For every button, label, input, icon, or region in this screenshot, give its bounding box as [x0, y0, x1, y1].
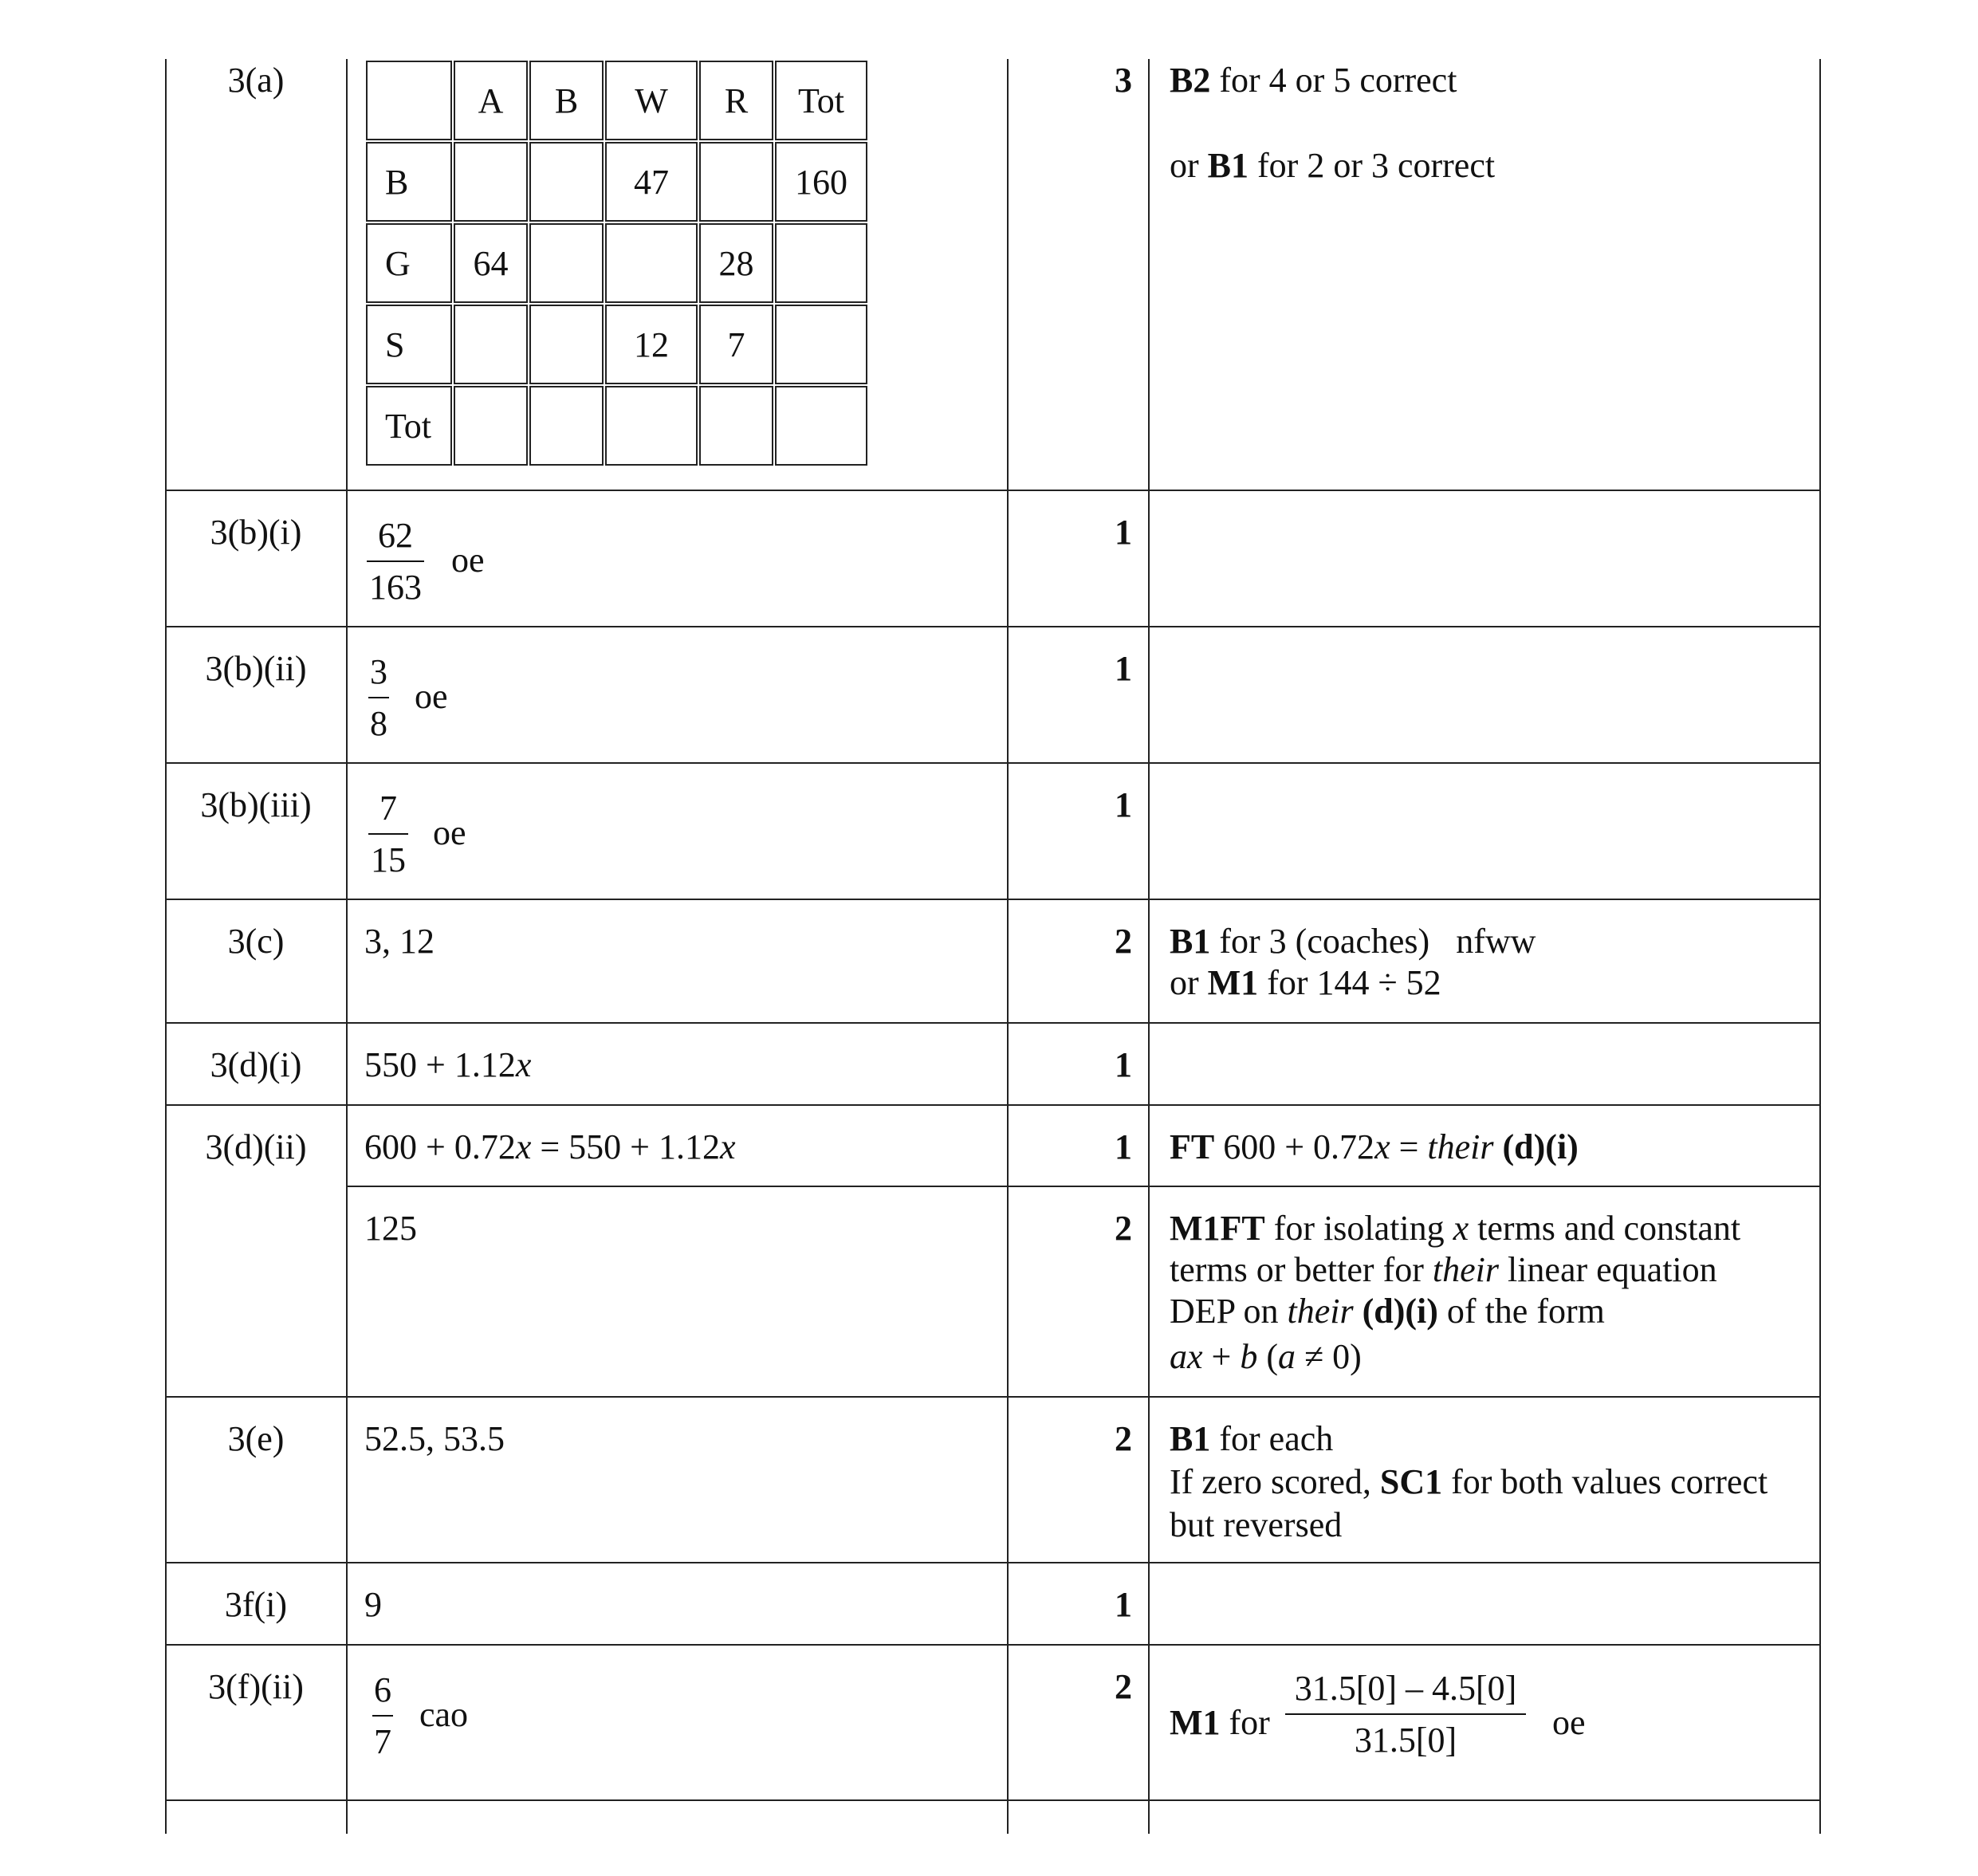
guidance-text: or B1 for 2 or 3 correct — [1170, 146, 1496, 185]
table-cell — [366, 61, 452, 140]
guidance-text: B1 for each — [1170, 1419, 1334, 1458]
mark-value: 1 — [1115, 1045, 1132, 1084]
two-way-table — [364, 59, 869, 467]
table-cell: 47 — [605, 142, 698, 222]
answer-text: 9 — [364, 1585, 382, 1624]
table-cell: A — [454, 61, 528, 140]
question-number: 3(c) — [227, 922, 285, 961]
guidance-text: If zero scored, SC1 for both values correct — [1170, 1462, 1768, 1501]
table-row — [366, 305, 867, 384]
mark-value: 2 — [1115, 1667, 1132, 1706]
fraction-answer: 62 163 — [367, 515, 424, 609]
answer-text: 550 + 1.12x — [364, 1045, 532, 1084]
mark-value: 1 — [1115, 513, 1132, 552]
answer-text: 125 — [364, 1209, 417, 1248]
table-cell: 7 — [699, 305, 773, 384]
question-number: 3(b)(i) — [210, 513, 302, 552]
fraction-guidance: 31.5[0] – 4.5[0] 31.5[0] — [1285, 1668, 1526, 1762]
answer-suffix: oe — [415, 677, 448, 716]
fraction-answer: 3 8 — [370, 652, 387, 743]
question-number: 3(d)(ii) — [205, 1127, 307, 1166]
table-cell — [699, 142, 773, 222]
rule-q-answer — [346, 59, 348, 1834]
rule-row — [165, 762, 1821, 764]
table-cell — [454, 142, 528, 222]
table-cell: R — [699, 61, 773, 140]
mark-value: 3 — [1115, 61, 1132, 100]
answer-text: 3, 12 — [364, 922, 435, 961]
table-row — [366, 223, 867, 303]
guidance-text: M1FT for isolating x terms and constant — [1170, 1209, 1741, 1248]
table-cell: Tot — [775, 61, 867, 140]
table-header-row — [366, 61, 867, 140]
guidance-text: FT 600 + 0.72x = their (d)(i) — [1170, 1127, 1579, 1166]
table-row — [366, 386, 867, 466]
answer-text: 52.5, 53.5 — [364, 1419, 505, 1458]
rule-row — [165, 1396, 1821, 1398]
question-number: 3(f)(ii) — [208, 1667, 304, 1706]
rule-mark-guidance — [1148, 59, 1150, 1834]
rule-row — [165, 626, 1821, 627]
rule-row-partial — [346, 1186, 1821, 1187]
table-cell: Tot — [366, 386, 452, 466]
question-number: 3(e) — [227, 1419, 285, 1458]
rule-right — [1819, 59, 1821, 1834]
fraction-answer: 6 7 — [374, 1670, 391, 1761]
table-cell: B — [529, 61, 604, 140]
rule-row — [165, 899, 1821, 900]
table-cell: G — [366, 223, 452, 303]
table-cell: 160 — [775, 142, 867, 222]
rule-row — [165, 1644, 1821, 1646]
table-cell — [529, 386, 604, 466]
guidance-text: B2 for 4 or 5 correct — [1170, 61, 1457, 100]
rule-row — [165, 1799, 1821, 1801]
table-cell: 12 — [605, 305, 698, 384]
rule-row — [165, 490, 1821, 491]
table-cell — [605, 386, 698, 466]
mark-value: 1 — [1115, 1585, 1132, 1624]
table-cell — [529, 305, 604, 384]
table-cell — [775, 305, 867, 384]
guidance-suffix: oe — [1552, 1703, 1586, 1742]
table-cell — [699, 386, 773, 466]
fraction-answer: 7 15 — [368, 788, 408, 882]
mark-value: 2 — [1115, 1209, 1132, 1248]
mark-value: 2 — [1115, 922, 1132, 961]
question-number: 3f(i) — [224, 1585, 288, 1624]
table-row — [366, 142, 867, 222]
question-number: 3(a) — [227, 61, 285, 100]
answer-text: 600 + 0.72x = 550 + 1.12x — [364, 1127, 736, 1166]
question-number: 3(b)(ii) — [205, 649, 307, 688]
question-number: 3(d)(i) — [210, 1045, 302, 1084]
mark-value: 2 — [1115, 1419, 1132, 1458]
table-cell: S — [366, 305, 452, 384]
rule-row — [165, 1562, 1821, 1563]
rule-row — [165, 1104, 1821, 1106]
guidance-text: B1 for 3 (coaches) nfww — [1170, 922, 1536, 961]
mark-value: 1 — [1115, 649, 1132, 688]
table-cell — [529, 223, 604, 303]
rule-row — [165, 1022, 1821, 1024]
guidance-text: ax + b (a ≠ 0) — [1170, 1337, 1362, 1376]
mark-value: 1 — [1115, 1127, 1132, 1166]
table-cell — [775, 386, 867, 466]
table-cell — [454, 305, 528, 384]
table-cell: 28 — [699, 223, 773, 303]
guidance-text: M1 for — [1170, 1703, 1270, 1742]
question-number: 3(b)(iii) — [200, 785, 312, 824]
table-cell — [529, 142, 604, 222]
table-cell — [775, 223, 867, 303]
guidance-text: or M1 for 144 ÷ 52 — [1170, 963, 1441, 1002]
guidance-text: DEP on their (d)(i) of the form — [1170, 1292, 1605, 1331]
answer-suffix: cao — [419, 1695, 469, 1734]
guidance-text: terms or better for their linear equation — [1170, 1250, 1717, 1289]
table-cell: 64 — [454, 223, 528, 303]
answer-suffix: oe — [451, 541, 485, 580]
table-cell — [454, 386, 528, 466]
guidance-text: but reversed — [1170, 1505, 1343, 1544]
mark-value: 1 — [1115, 785, 1132, 824]
table-cell: B — [366, 142, 452, 222]
table-cell: W — [605, 61, 698, 140]
answer-suffix: oe — [433, 813, 466, 852]
rule-answer-mark — [1007, 59, 1009, 1834]
table-cell — [605, 223, 698, 303]
